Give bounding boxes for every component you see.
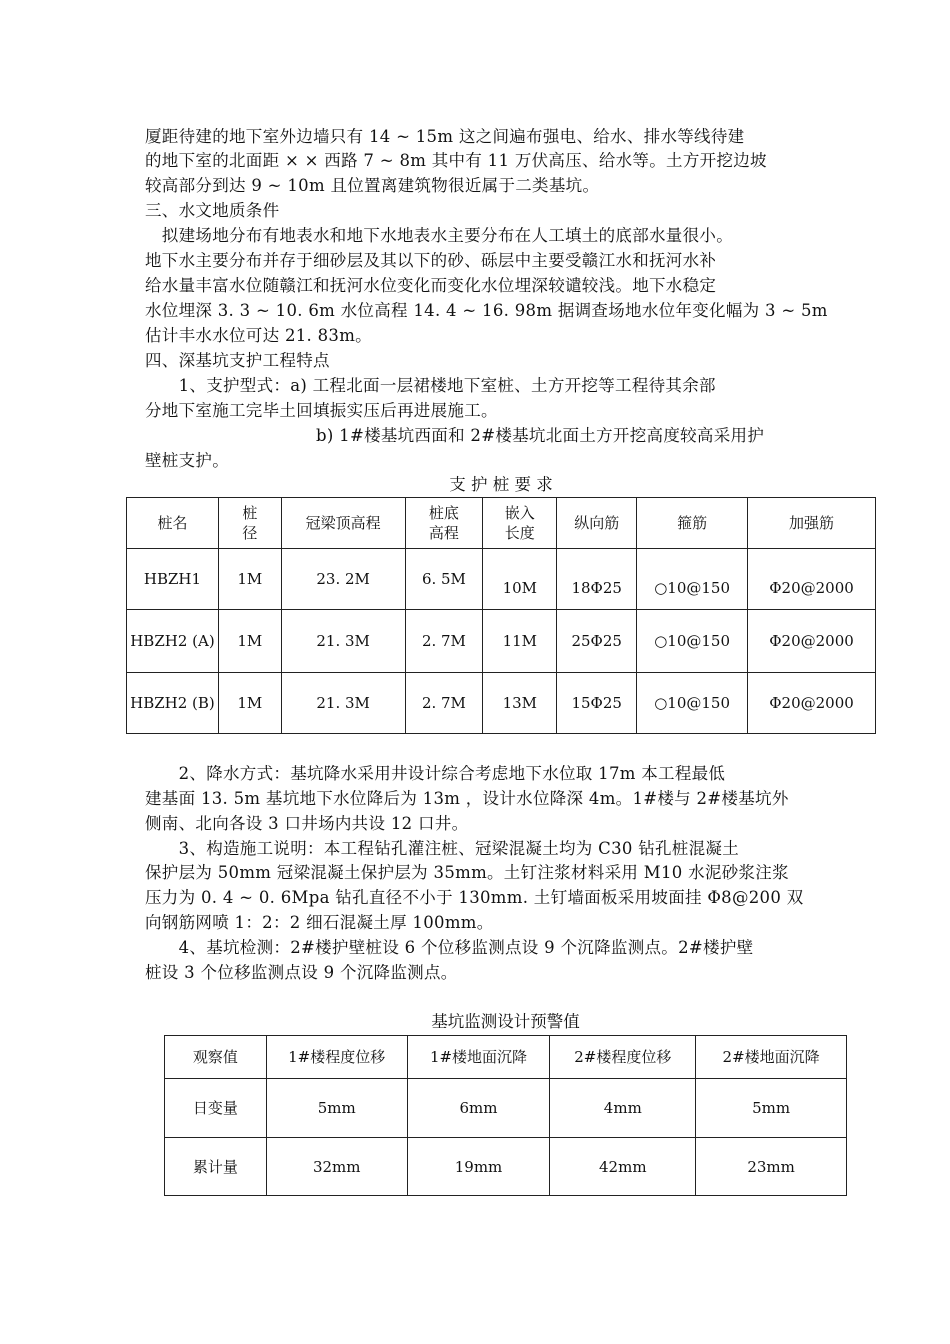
paragraph-line: 1、支护型式：a) 工程北面一层裙楼地下室桩、土方开挖等工程待其余部 (145, 376, 716, 395)
table-cell: 6. 5M (405, 549, 483, 610)
table-row (127, 610, 876, 673)
table-cell: 13M (483, 673, 557, 734)
paragraph-line: 4、基坑检测：2#楼护壁桩设 6 个位移监测点设 9 个沉降监测点。2#楼护壁 (145, 938, 754, 957)
table-cell: 5mm (266, 1079, 407, 1138)
table-cell: HBZH2 (B) (127, 673, 219, 734)
table-cell: 1M (218, 673, 281, 734)
table-cell: 10M (483, 549, 557, 610)
paragraph-line: 建基面 13. 5m 基坑地下水位降后为 13m ，设计水位降深 4m。1#楼与 2#楼基坑外 (145, 789, 789, 808)
table-cell: 32mm (266, 1138, 407, 1196)
table-cell: 1M (218, 610, 281, 673)
table-header-row (127, 498, 876, 549)
table-row (165, 1079, 847, 1138)
header-cell: 加强筋 (748, 498, 876, 549)
table-cell: Φ20@2000 (748, 549, 876, 610)
header-cell: 2#楼地面沉降 (696, 1036, 847, 1079)
paragraph-line: 2、降水方式：基坑降水采用井设计综合考虑地下水位取 17m 本工程最低 (145, 764, 726, 783)
paragraph-line: 厦距待建的地下室外边墙只有 14 ~ 15m 这之间遍布强电、给水、排水等线待建 (145, 127, 745, 146)
header-cell: 箍筋 (637, 498, 748, 549)
header-cell: 桩名 (127, 498, 219, 549)
table-cell: 11M (483, 610, 557, 673)
paragraph-line: 3、构造施工说明：本工程钻孔灌注桩、冠梁混凝土均为 C30 钻孔桩混凝土 (145, 839, 740, 858)
table-cell: HBZH2 (A) (127, 610, 219, 673)
paragraph-line: 保护层为 50mm 冠梁混凝土保护层为 35mm。土钉注浆材料采用 M10 水泥砂浆注浆 (145, 863, 789, 882)
paragraph-line: 估计丰水水位可达 21. 83m。 (145, 326, 372, 345)
table-cell: 15Φ25 (557, 673, 637, 734)
table-row (127, 549, 876, 610)
table-cell: 日变量 (165, 1079, 267, 1138)
table-cell: Φ20@2000 (748, 673, 876, 734)
table-cell: 4mm (550, 1079, 696, 1138)
paragraph-line: 桩设 3 个位移监测点设 9 个沉降监测点。 (145, 963, 458, 982)
table-cell: 18Φ25 (557, 549, 637, 610)
table-cell: 23. 2M (281, 549, 405, 610)
table-cell: Φ20@2000 (748, 610, 876, 673)
table-row (127, 673, 876, 734)
table-cell: 19mm (407, 1138, 550, 1196)
header-cell: 1#楼地面沉降 (407, 1036, 550, 1079)
header-cell: 1#楼程度位移 (266, 1036, 407, 1079)
paragraph-line: 向钢筋网喷 1：2：2 细石混凝土厚 100mm。 (145, 913, 494, 932)
header-cell: 2#楼程度位移 (550, 1036, 696, 1079)
paragraph-line: 壁桩支护。 (145, 451, 229, 470)
table-cell: 25Φ25 (557, 610, 637, 673)
paragraph-line: 水位埋深 3. 3 ~ 10. 6m 水位高程 14. 4 ~ 16. 98m 据调查场地水位年变化幅为 3 ~ 5m (145, 301, 828, 320)
paragraph-line: 地下水主要分布并存于细砂层及其以下的砂、砾层中主要受赣江水和抚河水补 (145, 251, 717, 270)
table-cell: 2. 7M (405, 673, 483, 734)
table-cell: 23mm (696, 1138, 847, 1196)
table-row (165, 1138, 847, 1196)
paragraph-line: 给水量丰富水位随赣江和抚河水位变化而变化水位埋深较谴较浅。地下水稳定 (145, 276, 717, 295)
table-cell: 42mm (550, 1138, 696, 1196)
table-cell: 2. 7M (405, 610, 483, 673)
table-cell: ○10@150 (637, 549, 748, 610)
header-cell: 观察值 (165, 1036, 267, 1079)
pile-requirements-table (126, 497, 876, 734)
header-cell: 冠梁顶高程 (281, 498, 405, 549)
table-cell: 21. 3M (281, 610, 405, 673)
paragraph-line: 分地下室施工完毕土回填振实压后再进展施工。 (145, 401, 498, 420)
header-cell: 桩底 高程 (405, 498, 483, 549)
paragraph-line: 压力为 0. 4 ~ 0. 6Mpa 钻孔直径不小于 130mm. 土钉墙面板采用坡面挂 Φ8@200 双 (145, 888, 804, 907)
table-cell: HBZH1 (127, 549, 219, 610)
table-cell: ○10@150 (637, 610, 748, 673)
paragraph-line: b) 1#楼基坑西面和 2#楼基坑北面土方开挖高度较高采用护 (316, 426, 765, 445)
monitoring-warning-table (164, 1035, 847, 1196)
paragraph-line: 较高部分到达 9 ~ 10m 且位置离建筑物很近属于二类基坑。 (145, 176, 600, 195)
paragraph-line: 的地下室的北面距 × × 西路 7 ~ 8m 其中有 11 万伏高压、给水等。土方开挖边坡 (145, 151, 767, 170)
table-cell: 21. 3M (281, 673, 405, 734)
table-cell: 1M (218, 549, 281, 610)
header-cell: 嵌入 长度 (483, 498, 557, 549)
header-cell: 纵向筋 (557, 498, 637, 549)
paragraph-line: 侧南、北向各设 3 口井场内共设 12 口井。 (145, 814, 469, 833)
paragraph-line: 拟建场地分布有地表水和地下水地表水主要分布在人工填土的底部水量很小。 (145, 226, 733, 245)
table-cell: 5mm (696, 1079, 847, 1138)
table-cell: 累计量 (165, 1138, 267, 1196)
monitor-table-caption: 基坑监测设计预警值 (431, 1012, 580, 1031)
table-cell: ○10@150 (637, 673, 748, 734)
table-cell: 6mm (407, 1079, 550, 1138)
section-heading: 四、深基坑支护工程特点 (145, 351, 330, 370)
pile-table-caption: 支 护 桩 要 求 (449, 475, 553, 494)
section-heading: 三、水文地质条件 (145, 201, 280, 220)
header-cell: 桩 径 (218, 498, 281, 549)
table-header-row (165, 1036, 847, 1079)
